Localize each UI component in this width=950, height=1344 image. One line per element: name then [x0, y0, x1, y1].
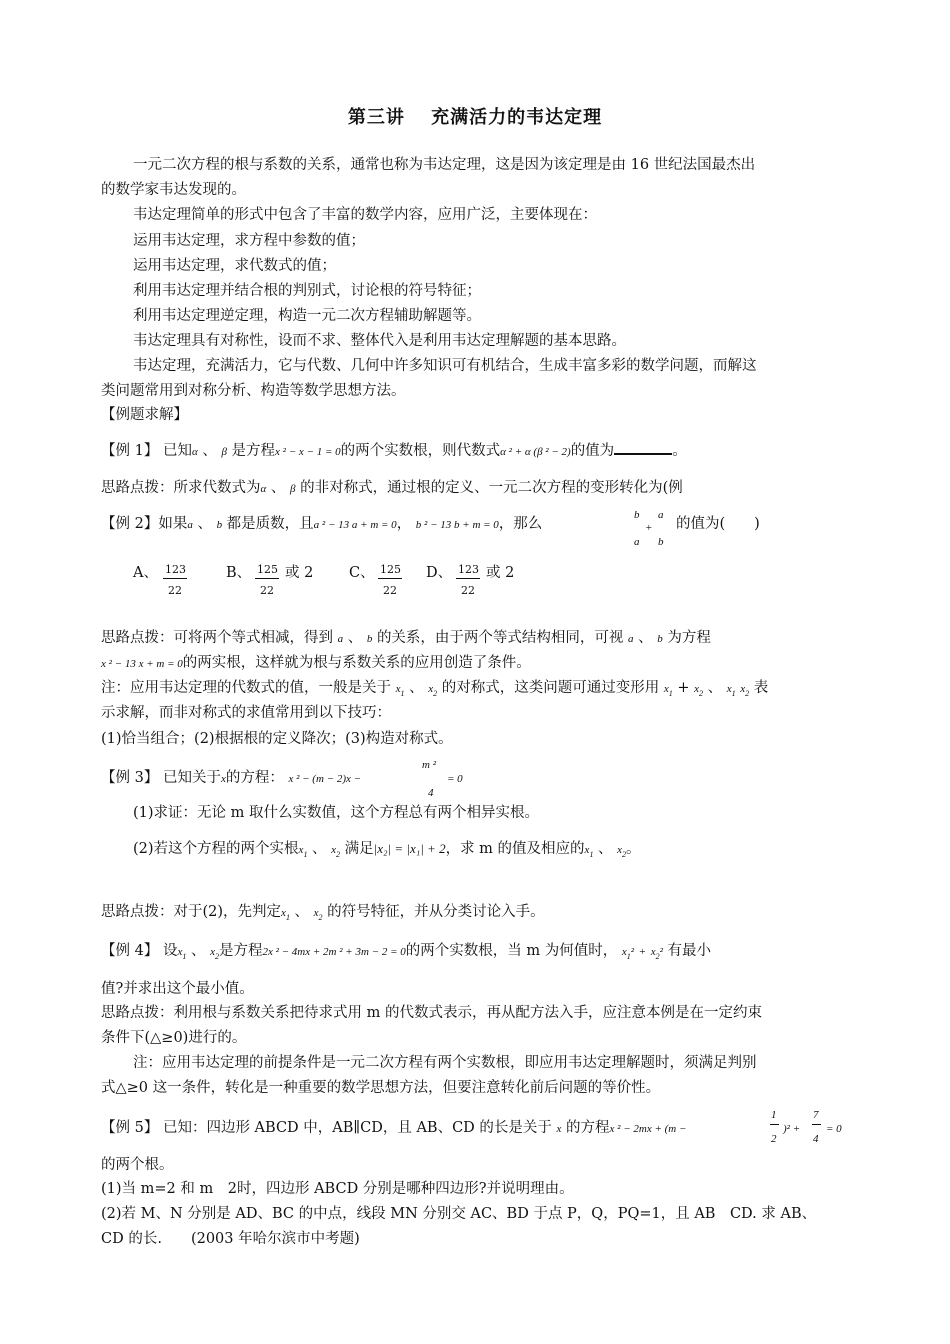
intro-line-5: 运用韦达定理，求代数式的值；: [133, 258, 336, 274]
option-d: D、: [426, 565, 453, 581]
example-3: 【例 3】 已知关于x的方程： x ² − (m − 2)x −: [101, 770, 362, 786]
example-2-note: 注：应用韦达定理的代数式的值，一般是关于 $x_1$ 、 $x_2$ 的对称式，这类问题可通过变形用 $x_1 + x_2$ 、 $x_1$ $x_2$ 表: [101, 680, 769, 698]
intro-line-4: 运用韦达定理，求方程中参数的值；: [133, 233, 365, 249]
example-1-label: 【例 1】: [101, 443, 159, 459]
example-2-note-3: (1)恰当组合；(2)根据根的定义降次；(3)构造对称式。: [101, 731, 453, 747]
alpha-symbol: α: [191, 446, 198, 458]
example-3-label: 【例 3】: [101, 770, 159, 786]
option-c: C、: [349, 565, 375, 581]
option-a: A、: [133, 565, 158, 581]
equation: 2x ² − 4mx + 2m ² + 3m − 2 = 0: [262, 946, 406, 958]
beta-symbol: β: [221, 446, 227, 458]
example-5-q1: (1)当 m=2 和 m 2时，四边形 ABCD 分别是哪种四边形?并说明理由。: [101, 1181, 574, 1197]
intro-line-10: 类问题常用到对称分析、构造等数学思想方法。: [101, 383, 406, 399]
intro-line-1: 一元二次方程的根与系数的关系，通常也称为韦达定理，这是因为该定理是由 16 世纪法国最杰出: [133, 157, 756, 173]
page-title: 第三讲 充满活力的韦达定理: [347, 107, 603, 128]
example-3-q1: (1)求证：无论 m 取什么实数值，这个方程总有两个相异实根。: [133, 805, 540, 821]
example-4-hint-2: 条件下(△≥0)进行的。: [101, 1030, 247, 1046]
option-d-tail: 或 2: [486, 565, 515, 581]
equation: x ² − (m − 2)x −: [288, 773, 362, 785]
example-4-line-2: 值?并求出这个最小值。: [101, 981, 254, 997]
document-page: 第三讲 充满活力的韦达定理 一元二次方程的根与系数的关系，通常也称为韦达定理，这是因为该定理是由 16 世纪法国最杰出 的数学家韦达发现的。 韦达定理简单的形式中包含了丰富的数学内容，应用广泛，主要体现在： 运用韦达定理，求方程中参数的值； 运用韦达定理，求代数式的值； 利用韦达定理并结合根的判别式，讨论根的符号特征； 利用韦达定理逆定理，构造一元二次方程辅助解题等。 韦达定理具有对称性，设而不求、整体代入是利用韦达定理解题的基本思路。 韦达定理，充满活力，它与代数、几何中许多知识可有机结合，生成丰富多彩的数学问题，而解这 类问题常用到对称分析、构造等数学思想方法。 【例题求解】 【例 1】 已知α 、 β 是方程x ² − x − 1 = 0的两个实数根，则代数式α ² + α (β ² − 2)的值为 。 思路点拨：所求代数式为α 、 β 的非对称式，通过根的定义、一元二次方程的变形转化为(例 【例 2】如果a 、 b 都是质数，且a ² − 13 a + m = 0， b ² − 13 b + m = 0，那么 b a + a b 的值为( ) A、 123 22 B、 125 22 或 2 C、 125 22 D、 123 22 或 2 思路点拨：可将两个等式相减，得到 a 、 b 的关系，由于两个等式结构相同，可视 a 、 b 为方程 x ² − 13 x + m = 0的两实根，这样就为根与系数关系的应用创造了条件。 注：应用韦达定理的代数式的值，一般是关于 $x_1$ 、 $x_2$ 的对称式，这类问题可通过变形用 $x_1 + x_2$ 、 $x_1$ $x_2$ 表 示求解，而非对称式的求值常用到以下技巧： (1)恰当组合；(2)根据根的定义降次；(3)构造对称式。 【例 3】 已知关于x的方程： x ² − (m − 2)x − m ² 4 = 0 (1)求证：无论 m 取什么实数值，这个方程总有两个相异实根。 (2)若这个方程的两个实根$x_1$ 、 $x_2$ 满足|x₂| = |x₁| + 2，求 m 的值及相应的$x_1$ 、 $x_2$。 思路点拨：对于(2)，先判定$x_1$ 、 $x_2$ 的符号特征，并从分类讨论入手。 【例 4】 设$x_1$ 、 $x_2$是方程2x ² − 4mx + 2m ² + 3m − 2 = 0的两个实数根，当 m 为何值时， $x_1^2 + x_2^2$ 有最小 值?并求出这个最小值。 思路点拨：利用根与系数关系把待求式用 m 的代数式表示，再从配方法入手，应注意本例是在一定约束 条件下(△≥0)进行的。 注：应用韦达定理的前提条件是一元二次方程有两个实数根，即应用韦达定理解题时，须满足判别 式△≥0 这一条件，转化是一种重要的数学思想方法，但要注意转化前后问题的等价性。 【例 5】 已知：四边形 ABCD 中，AB∥CD，且 AB、CD 的长是关于 x 的方程x ² − 2mx + (m − 1 2 )² + 7 4 = 0 的两个根。 (1)当 m=2 和 m 2时，四边形 ABCD 分别是哪种四边形?并说明理由。 (2)若 M、N 分别是 AD、BC 的中点，线段 MN 分别交 AC、BD 于点 P，Q，PQ=1，且 AB CD. 求 AB、 CD 的长. (2003 年哈尔滨市中考题): [0, 0, 950, 1344]
intro-line-6: 利用韦达定理并结合根的判别式，讨论根的符号特征；: [133, 283, 481, 299]
intro-line-3: 韦达定理简单的形式中包含了丰富的数学内容，应用广泛，主要体现在：: [133, 207, 597, 223]
example-4-hint-1: 思路点拨：利用根与系数关系把待求式用 m 的代数式表示，再从配方法入手，应注意本例是在一定约束: [101, 1005, 762, 1021]
example-2-hint-2: x ² − 13 x + m = 0的两实根，这样就为根与系数关系的应用创造了条件。: [101, 655, 531, 671]
intro-line-9: 韦达定理，充满活力，它与代数、几何中许多知识可有机结合，生成丰富多彩的数学问题，而解这: [133, 358, 757, 374]
example-3-hint: 思路点拨：对于(2)，先判定$x_1$ 、 $x_2$ 的符号特征，并从分类讨论入手。: [101, 904, 545, 922]
example-2-note-2: 示求解，而非对称式的求值常用到以下技巧：: [101, 705, 391, 721]
example-1: 【例 1】 已知α 、 β 是方程x ² − x − 1 = 0的两个实数根，则代数式α ² + α (β ² − 2)的值为 。: [101, 443, 687, 459]
equation: x ² − x − 1 = 0: [275, 446, 341, 458]
example-5: 【例 5】 已知：四边形 ABCD 中，AB∥CD，且 AB、CD 的长是关于 x 的方程x ² − 2mx + (m −: [101, 1120, 687, 1136]
example-5-line-2: 的两个根。: [101, 1157, 174, 1173]
example-2-label: 【例 2】如果: [101, 516, 188, 532]
example-3-q2: (2)若这个方程的两个实根$x_1$ 、 $x_2$ 满足|x₂| = |x₁| + 2，求 m 的值及相应的$x_1$ 、 $x_2$。: [133, 841, 641, 859]
option-b: B、: [226, 565, 252, 581]
example-5-q2: (2)若 M、N 分别是 AD、BC 的中点，线段 MN 分别交 AC、BD 于点 P，Q，PQ=1，且 AB CD. 求 AB、: [101, 1206, 817, 1222]
example-2: 【例 2】如果a 、 b 都是质数，且a ² − 13 a + m = 0， b ² − 13 b + m = 0，那么: [101, 516, 543, 532]
expression: α ² + α (β ² − 2): [500, 446, 571, 458]
example-2-tail: 的值为( ): [676, 516, 760, 532]
intro-line-7: 利用韦达定理逆定理，构造一元二次方程辅助解题等。: [133, 308, 481, 324]
example-4-note-1: 注：应用韦达定理的前提条件是一元二次方程有两个实数根，即应用韦达定理解题时，须满足判别: [133, 1055, 757, 1071]
example-1-hint: 思路点拨：所求代数式为α 、 β 的非对称式，通过根的定义、一元二次方程的变形转化为(例: [101, 480, 683, 496]
section-heading: 【例题求解】: [101, 407, 188, 423]
example-4-note-2: 式△≥0 这一条件，转化是一种重要的数学思想方法，但要注意转化前后问题的等价性。: [101, 1080, 661, 1096]
intro-line-2: 的数学家韦达发现的。: [101, 182, 246, 198]
example-5-label: 【例 5】: [101, 1120, 159, 1136]
intro-line-8: 韦达定理具有对称性，设而不求、整体代入是利用韦达定理解题的基本思路。: [133, 333, 626, 349]
example-2-hint: 思路点拨：可将两个等式相减，得到 a 、 b 的关系，由于两个等式结构相同，可视 a 、 b 为方程: [101, 630, 711, 646]
example-4-label: 【例 4】: [101, 943, 159, 959]
example-4: 【例 4】 设$x_1$ 、 $x_2$是方程2x ² − 4mx + 2m ² + 3m − 2 = 0的两个实数根，当 m 为何值时， $x_1^2 + x_2^2$ 有最小: [101, 943, 712, 961]
example-5-q2-cont: CD 的长. (2003 年哈尔滨市中考题): [101, 1231, 360, 1247]
option-b-tail: 或 2: [285, 565, 314, 581]
answer-blank: [614, 453, 672, 455]
